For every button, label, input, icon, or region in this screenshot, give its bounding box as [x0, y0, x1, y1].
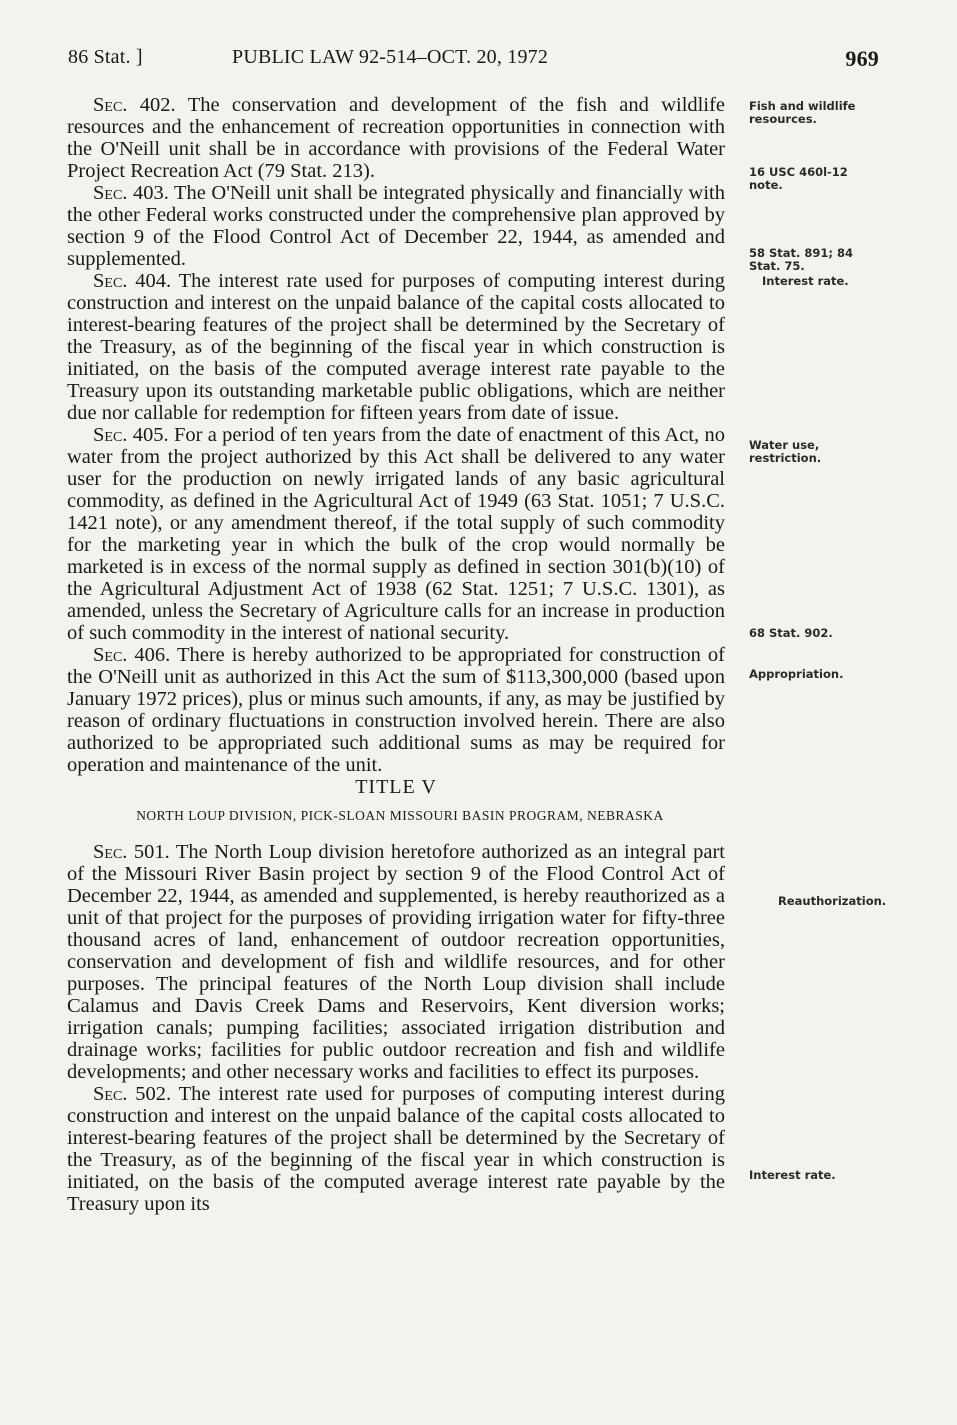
section-text: The conservation and development of the fish and wildlife resources and the enhancement of recreation opportunities in connection with the O'Neill unit shall be in accordance with provisions of the Federal Water Project Recreation Act (79 Stat. 213).	[67, 94, 726, 182]
margin-note-water-use: Water use, restriction.	[749, 438, 822, 465]
section-text: The North Loup division heretofore authorized as an integral part of the Missouri River Basin project by section 9 of the Flood Control Act of December 22, 1944, as amended and supplemented, is hereby reauthorized as a unit of that project for the purposes of providing irrigation water for fifty-three thousand acres of land, enhancement of outdoor recreation opportunities, conservation and development of fish and wildlife resources, and for other purposes. The principal features of the North Loup division shall include Calamus and Davis Creek Dams and Reservoirs, Kent diversion works; irrigation canals; pumping facilities; associated irrigation distribution and drainage works; facilities for public outdoor recreation and fish and wildlife developments; and other necessary works and facilities to effect its purposes.	[67, 841, 725, 1083]
margin-note-appropriation: Appropriation.	[749, 667, 844, 681]
margin-note-reauthorization: Reauthorization.	[778, 894, 887, 908]
section-text: The O'Neill unit shall be integrated physically and financially with the other Federal works constructed under the comprehensive plan approved by section 9 of the Flood Control Act of December 22, 1944, as amended and supplemented.	[67, 182, 725, 270]
margin-note-fish-wildlife: Fish and wildlife resources.	[749, 99, 856, 126]
margin-note-stat-902: 68 Stat. 902.	[749, 626, 833, 640]
header-stat-reference: 86 Stat. ]	[68, 46, 143, 68]
section-406	[67, 644, 725, 776]
section-405	[67, 424, 725, 644]
body-text	[67, 94, 725, 1215]
section-label: Sec. 502.	[93, 1083, 172, 1105]
section-label: Sec. 402.	[93, 94, 176, 116]
margin-note-interest-rate-2: Interest rate.	[749, 1168, 836, 1182]
section-label: Sec. 406.	[93, 644, 171, 666]
section-502	[67, 1083, 725, 1215]
section-403	[67, 182, 725, 270]
section-text: The interest rate used for purposes of computing interest during construction and interest on the unpaid balance of the capital costs allocated to interest-bearing features of the project shall be determined by the Secretary of the Treasury, as of the beginning of the fiscal year in which construction is initiated, on the basis of the computed average interest rate payable by the Treasury upon its	[67, 1083, 725, 1215]
header-public-law: PUBLIC LAW 92-514–OCT. 20, 1972	[232, 46, 549, 68]
margin-note-stat-reference: 58 Stat. 891; 84 Stat. 75.	[749, 246, 854, 273]
section-text: For a period of ten years from the date of enactment of this Act, no water from the project authorized by this Act shall be delivered to any water user for the production on newly irrigated lands of any basic agricultural commodity, as defined in the Agricultural Act of 1949 (63 Stat. 1051; 7 U.S.C. 1421 note), or any amendment thereof, if the total supply of such commodity for the marketing year in which the bulk of the crop would normally be marketed is in excess of the normal supply as defined in section 301(b)(10) of the Agricultural Adjustment Act of 1938 (62 Stat. 1251; 7 U.S.C. 1301), as amended, unless the Secretary of Agriculture calls for an increase in production of such commodity in the interest of national security.	[67, 424, 725, 644]
page-number: 969	[845, 46, 879, 71]
title-heading: TITLE V	[355, 776, 437, 798]
section-label: Sec. 405.	[93, 424, 169, 446]
section-text: The interest rate used for purposes of computing interest during construction and interest on the unpaid balance of the capital costs allocated to interest-bearing features of the project shall be determined by the Secretary of the Treasury, as of the beginning of the fiscal year in which construction is initiated, on the basis of the computed average interest rate payable to the Treasury upon its outstanding marketable public obligations, which are neither due nor callable for redemption for fifteen years from date of issue.	[67, 270, 725, 424]
section-501	[67, 841, 725, 1083]
margin-note-usc: 16 USC 460l-12 note.	[749, 165, 848, 192]
section-404	[67, 270, 725, 424]
section-label: Sec. 404.	[93, 270, 172, 292]
section-text: There is hereby authorized to be appropriated for construction of the O'Neill unit as authorized in this Act the sum of $113,300,000 (based upon January 1972 prices), plus or minus such amounts, if any, as may be justified by reason of ordinary fluctuations in construction involved herein. There are also authorized to be appropriated such additional sums as may be required for operation and maintenance of the unit.	[67, 644, 725, 776]
section-402	[67, 94, 725, 182]
section-label: Sec. 403.	[93, 182, 169, 204]
margin-note-interest-rate: Interest rate.	[762, 274, 849, 288]
section-label: Sec. 501.	[93, 841, 170, 863]
title-subheading: NORTH LOUP DIVISION, PICK-SLOAN MISSOURI BASIN PROGRAM, NEBRASKA	[136, 808, 664, 823]
